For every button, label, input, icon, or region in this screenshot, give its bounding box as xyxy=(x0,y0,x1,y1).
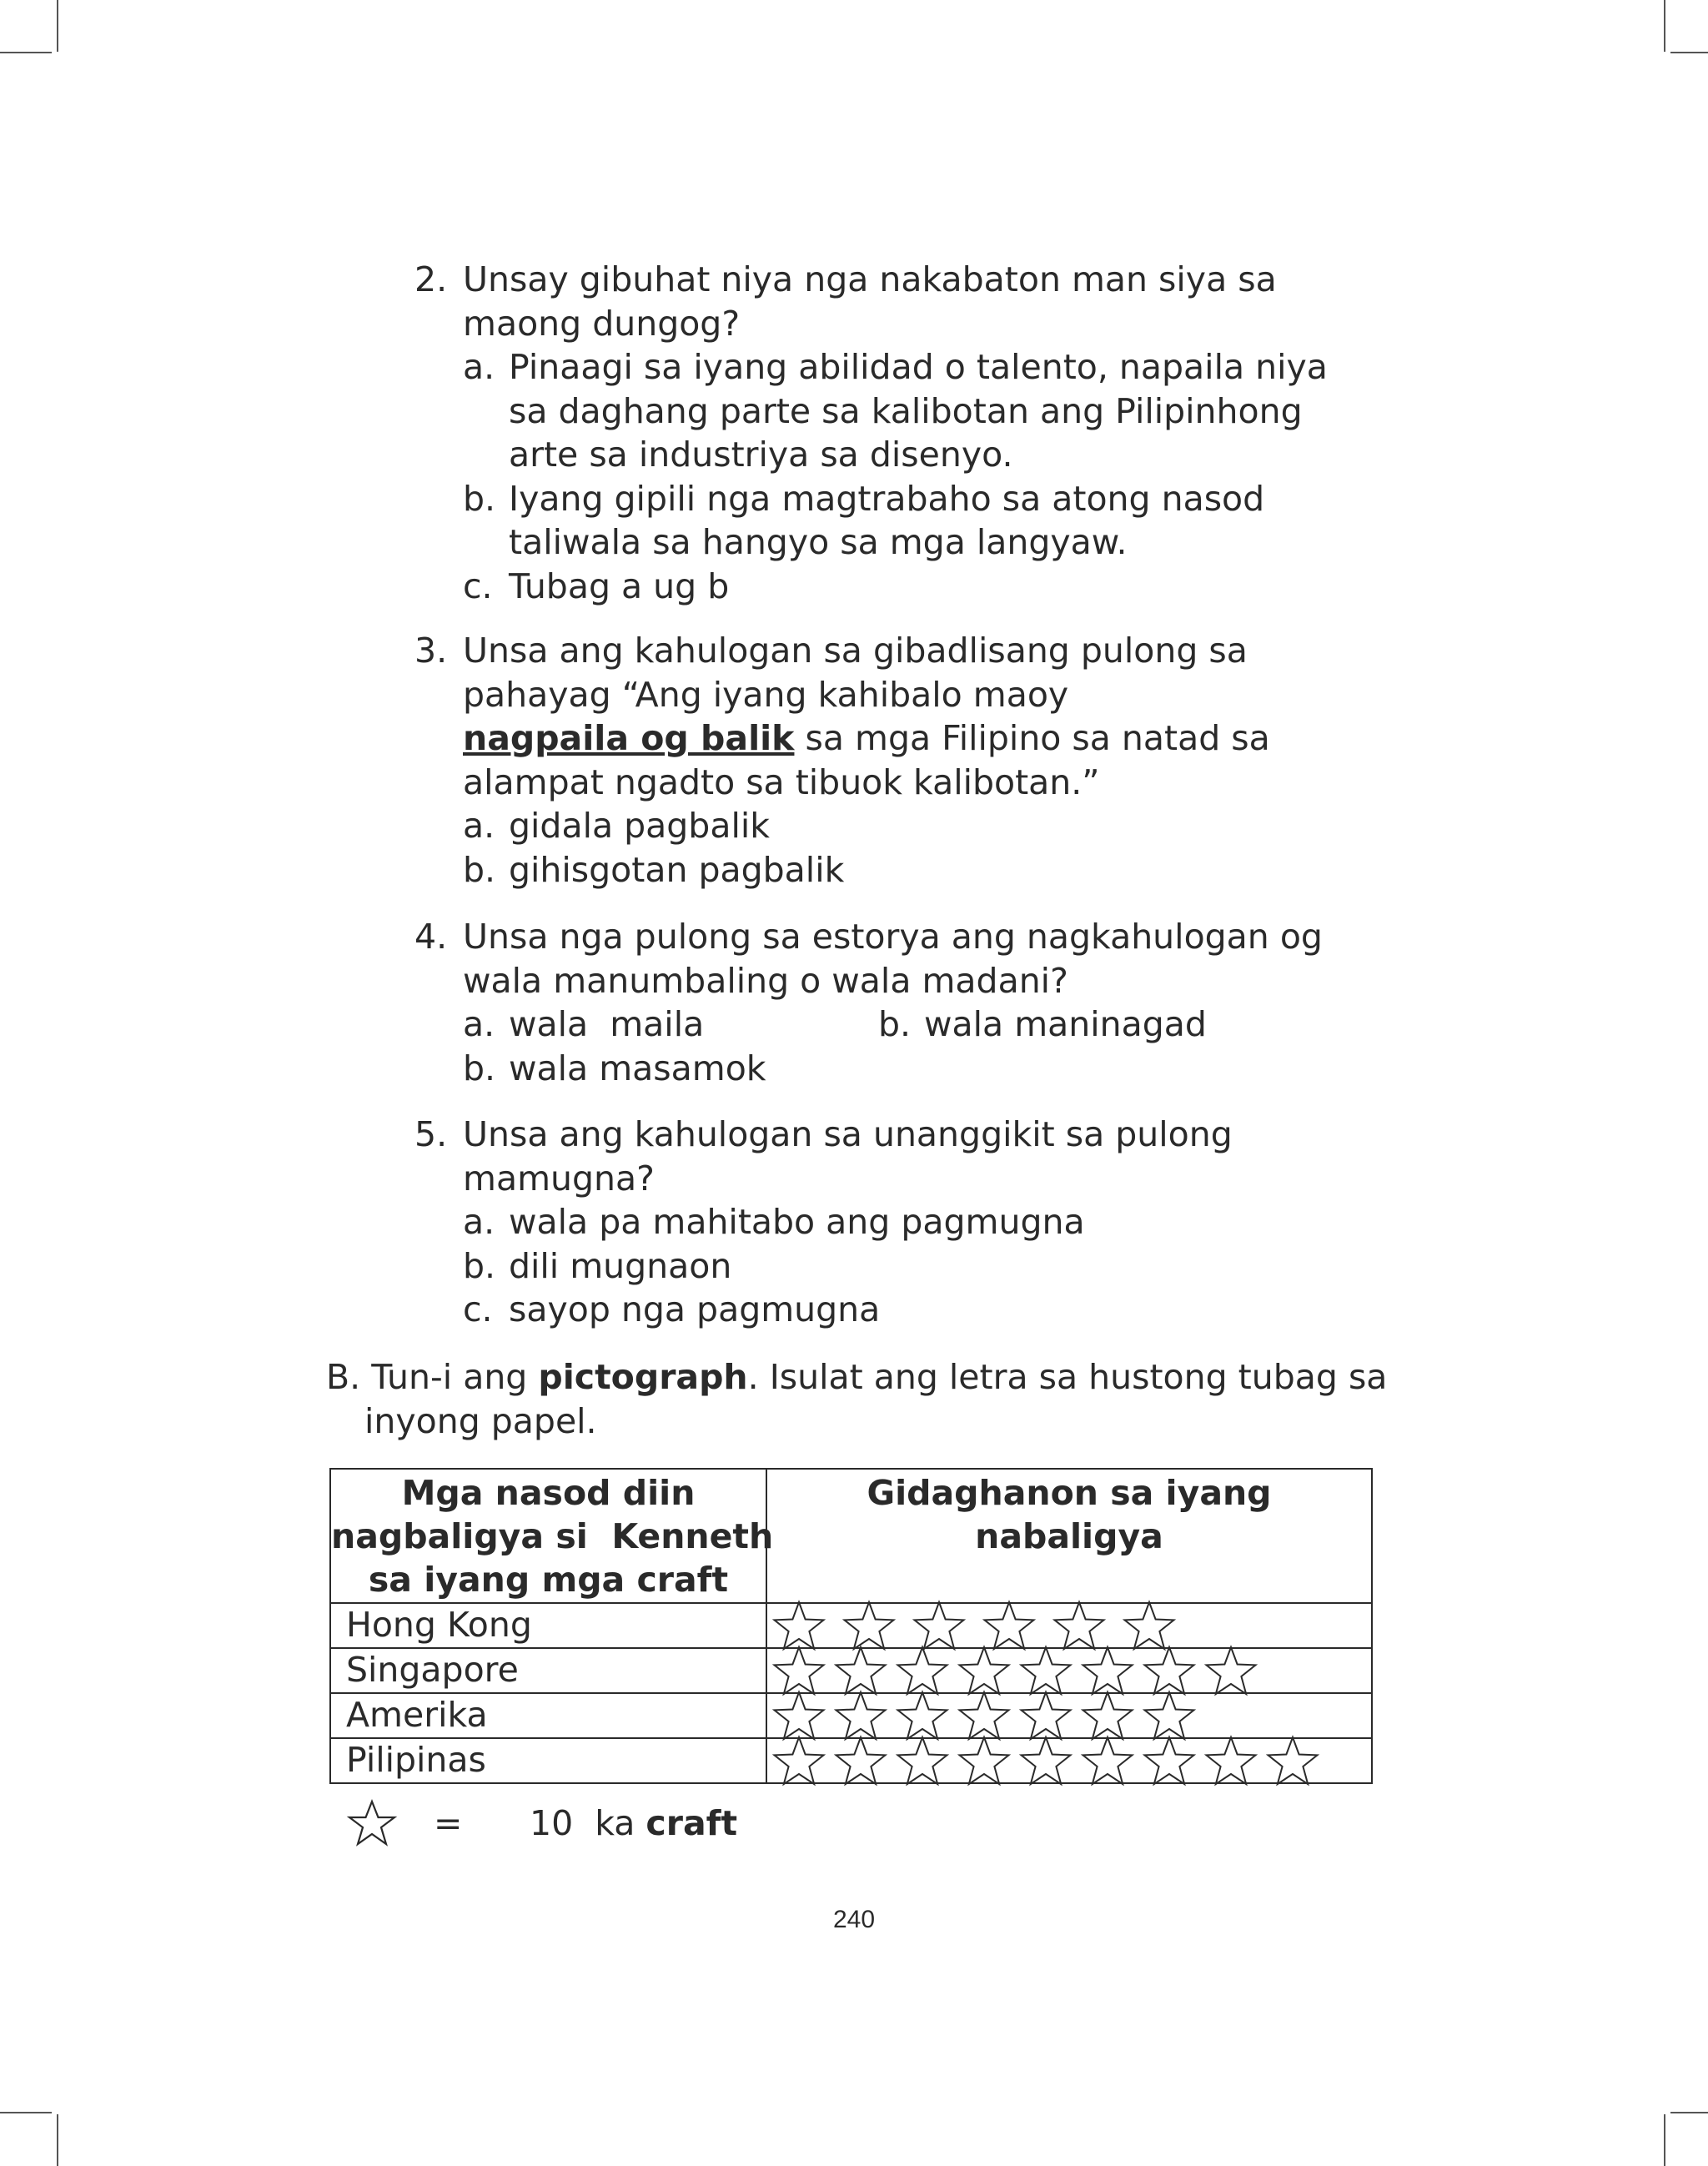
option-text: wala maila xyxy=(509,1004,705,1044)
star-icon xyxy=(775,1647,824,1694)
table-row xyxy=(330,1603,1372,1648)
question-number: 3. xyxy=(414,631,448,671)
option-letter: c. xyxy=(463,1289,493,1329)
crop-mark xyxy=(1670,2112,1708,2113)
stars-cell xyxy=(766,1603,1372,1648)
star-icon xyxy=(1145,1692,1194,1739)
star-icon xyxy=(836,1737,886,1784)
star-icon xyxy=(836,1647,886,1694)
star-icon xyxy=(898,1692,947,1739)
instruction-text: . Isulat ang letra sa hustong tubag sa xyxy=(747,1357,1388,1397)
star-row xyxy=(767,1739,1376,1782)
country-cell: Amerika xyxy=(330,1693,766,1738)
crop-mark xyxy=(0,2112,52,2113)
option-letter: b. xyxy=(463,849,496,890)
star-icon xyxy=(985,1602,1034,1649)
star-icon xyxy=(1083,1647,1133,1694)
question-4 xyxy=(414,915,1374,1090)
page-number: 240 xyxy=(832,1906,876,1933)
option-letter: a. xyxy=(463,806,495,846)
country-cell: Singapore xyxy=(330,1648,766,1693)
star-icon xyxy=(1207,1647,1256,1694)
option-text: gihisgotan pagbalik xyxy=(509,849,845,890)
star-icon xyxy=(898,1737,947,1784)
star-row xyxy=(767,1694,1376,1737)
option-text: Tubag a ug b xyxy=(509,565,730,606)
table-row xyxy=(330,1693,1372,1738)
option-letter: a. xyxy=(463,1202,495,1242)
option-letter: a. xyxy=(463,347,495,387)
star-icon xyxy=(1145,1647,1194,1694)
star-icon xyxy=(1083,1737,1133,1784)
star-icon xyxy=(775,1602,824,1649)
question-number: 2. xyxy=(414,259,448,299)
star-icon xyxy=(1022,1737,1071,1784)
option-letter: c. xyxy=(463,565,493,606)
crop-mark xyxy=(57,0,58,52)
crop-mark xyxy=(1664,2114,1665,2166)
option-letter: b. xyxy=(463,1048,496,1088)
option-letter: a. xyxy=(463,1004,495,1044)
star-icon xyxy=(845,1602,894,1649)
stars-cell xyxy=(766,1738,1372,1783)
question-2 xyxy=(414,258,1374,608)
question-5 xyxy=(414,1113,1374,1332)
option-text: gidala pagbalik xyxy=(509,806,770,846)
option-letter: b. xyxy=(463,478,496,519)
star-icon xyxy=(1268,1737,1318,1784)
table-header-row xyxy=(330,1469,1372,1603)
stars-cell xyxy=(766,1648,1372,1693)
option-letter: b. xyxy=(463,1245,496,1286)
question-text: maong dungog? xyxy=(463,303,741,344)
option-text: sa daghang parte sa kalibotan ang Pilipinhong xyxy=(509,390,1303,431)
option-text: dili mugnaon xyxy=(509,1245,732,1286)
star-icon xyxy=(1125,1602,1174,1649)
crop-mark xyxy=(0,52,52,53)
star-icon xyxy=(1083,1692,1133,1739)
option-text: taliwala sa hangyo sa mga langyaw. xyxy=(509,522,1128,562)
option-text: Pinaagi sa iyang abilidad o talento, napaila niya xyxy=(509,347,1328,387)
star-icon xyxy=(1207,1737,1256,1784)
table-row xyxy=(330,1738,1372,1783)
legend-value: 10 ka craft xyxy=(530,1803,738,1843)
option-text: wala maninagad xyxy=(924,1004,1207,1044)
pictograph-table xyxy=(329,1468,1373,1784)
star-icon xyxy=(1145,1737,1194,1784)
star-icon xyxy=(346,1799,398,1847)
option-text: arte sa industriya sa disenyo. xyxy=(509,435,1013,475)
star-icon xyxy=(1022,1647,1071,1694)
pictograph-legend xyxy=(346,1797,930,1847)
star-icon xyxy=(915,1602,964,1649)
option-letter: b. xyxy=(878,1004,912,1044)
question-text: Unsa nga pulong sa estorya ang nagkahulogan og xyxy=(463,917,1323,957)
star-icon xyxy=(960,1737,1009,1784)
star-icon xyxy=(775,1692,824,1739)
header-quantity: Gidaghanon sa iyang nabaligya xyxy=(766,1469,1372,1603)
crop-mark xyxy=(1664,0,1665,52)
question-text: Unsay gibuhat niya nga nakabaton man siya sa xyxy=(463,259,1277,299)
stars-cell xyxy=(766,1693,1372,1738)
option-text: wala pa mahitabo ang pagmugna xyxy=(509,1202,1085,1242)
star-row xyxy=(767,1649,1376,1692)
instruction-bold: pictograph xyxy=(538,1357,748,1397)
table-row xyxy=(330,1648,1372,1693)
header-countries: Mga nasod diin nagbaligya si Kenneth sa iyang mga craft xyxy=(330,1469,766,1603)
question-text: wala manumbaling o wala madani? xyxy=(463,960,1068,1001)
question-3 xyxy=(414,629,1374,892)
country-cell: Hong Kong xyxy=(330,1603,766,1648)
crop-mark xyxy=(1670,52,1708,53)
star-icon xyxy=(960,1647,1009,1694)
option-text: sayop nga pagmugna xyxy=(509,1289,881,1329)
star-icon xyxy=(836,1692,886,1739)
question-text: alampat ngadto sa tibuok kalibotan.” xyxy=(463,761,1100,802)
star-icon xyxy=(960,1692,1009,1739)
star-icon xyxy=(775,1737,824,1784)
section-b-instruction xyxy=(326,1355,1410,1443)
star-icon xyxy=(1055,1602,1104,1649)
legend-unit: craft xyxy=(646,1803,738,1843)
crop-mark xyxy=(57,2114,58,2166)
question-number: 4. xyxy=(414,917,448,957)
country-cell: Pilipinas xyxy=(330,1738,766,1783)
instruction-text: B. Tun-i ang xyxy=(326,1357,539,1397)
question-text: Unsa ang kahulogan sa unanggikit sa pulong xyxy=(463,1114,1233,1154)
question-number: 5. xyxy=(414,1114,448,1154)
instruction-text: inyong papel. xyxy=(364,1400,597,1441)
star-row xyxy=(767,1604,1376,1647)
legend-equals: = xyxy=(434,1803,463,1843)
question-text: mamugna? xyxy=(463,1158,655,1199)
question-text: Unsa ang kahulogan sa gibadlisang pulong sa xyxy=(463,631,1248,671)
underlined-word: nagpaila og balik xyxy=(463,718,795,758)
option-text: Iyang gipili nga magtrabaho sa atong nasod xyxy=(509,478,1265,519)
question-text: sa mga Filipino sa natad sa xyxy=(794,718,1270,758)
star-icon xyxy=(898,1647,947,1694)
option-text: wala masamok xyxy=(509,1048,766,1088)
star-icon xyxy=(1022,1692,1071,1739)
question-text: pahayag “Ang iyang kahibalo maoy xyxy=(463,674,1069,715)
